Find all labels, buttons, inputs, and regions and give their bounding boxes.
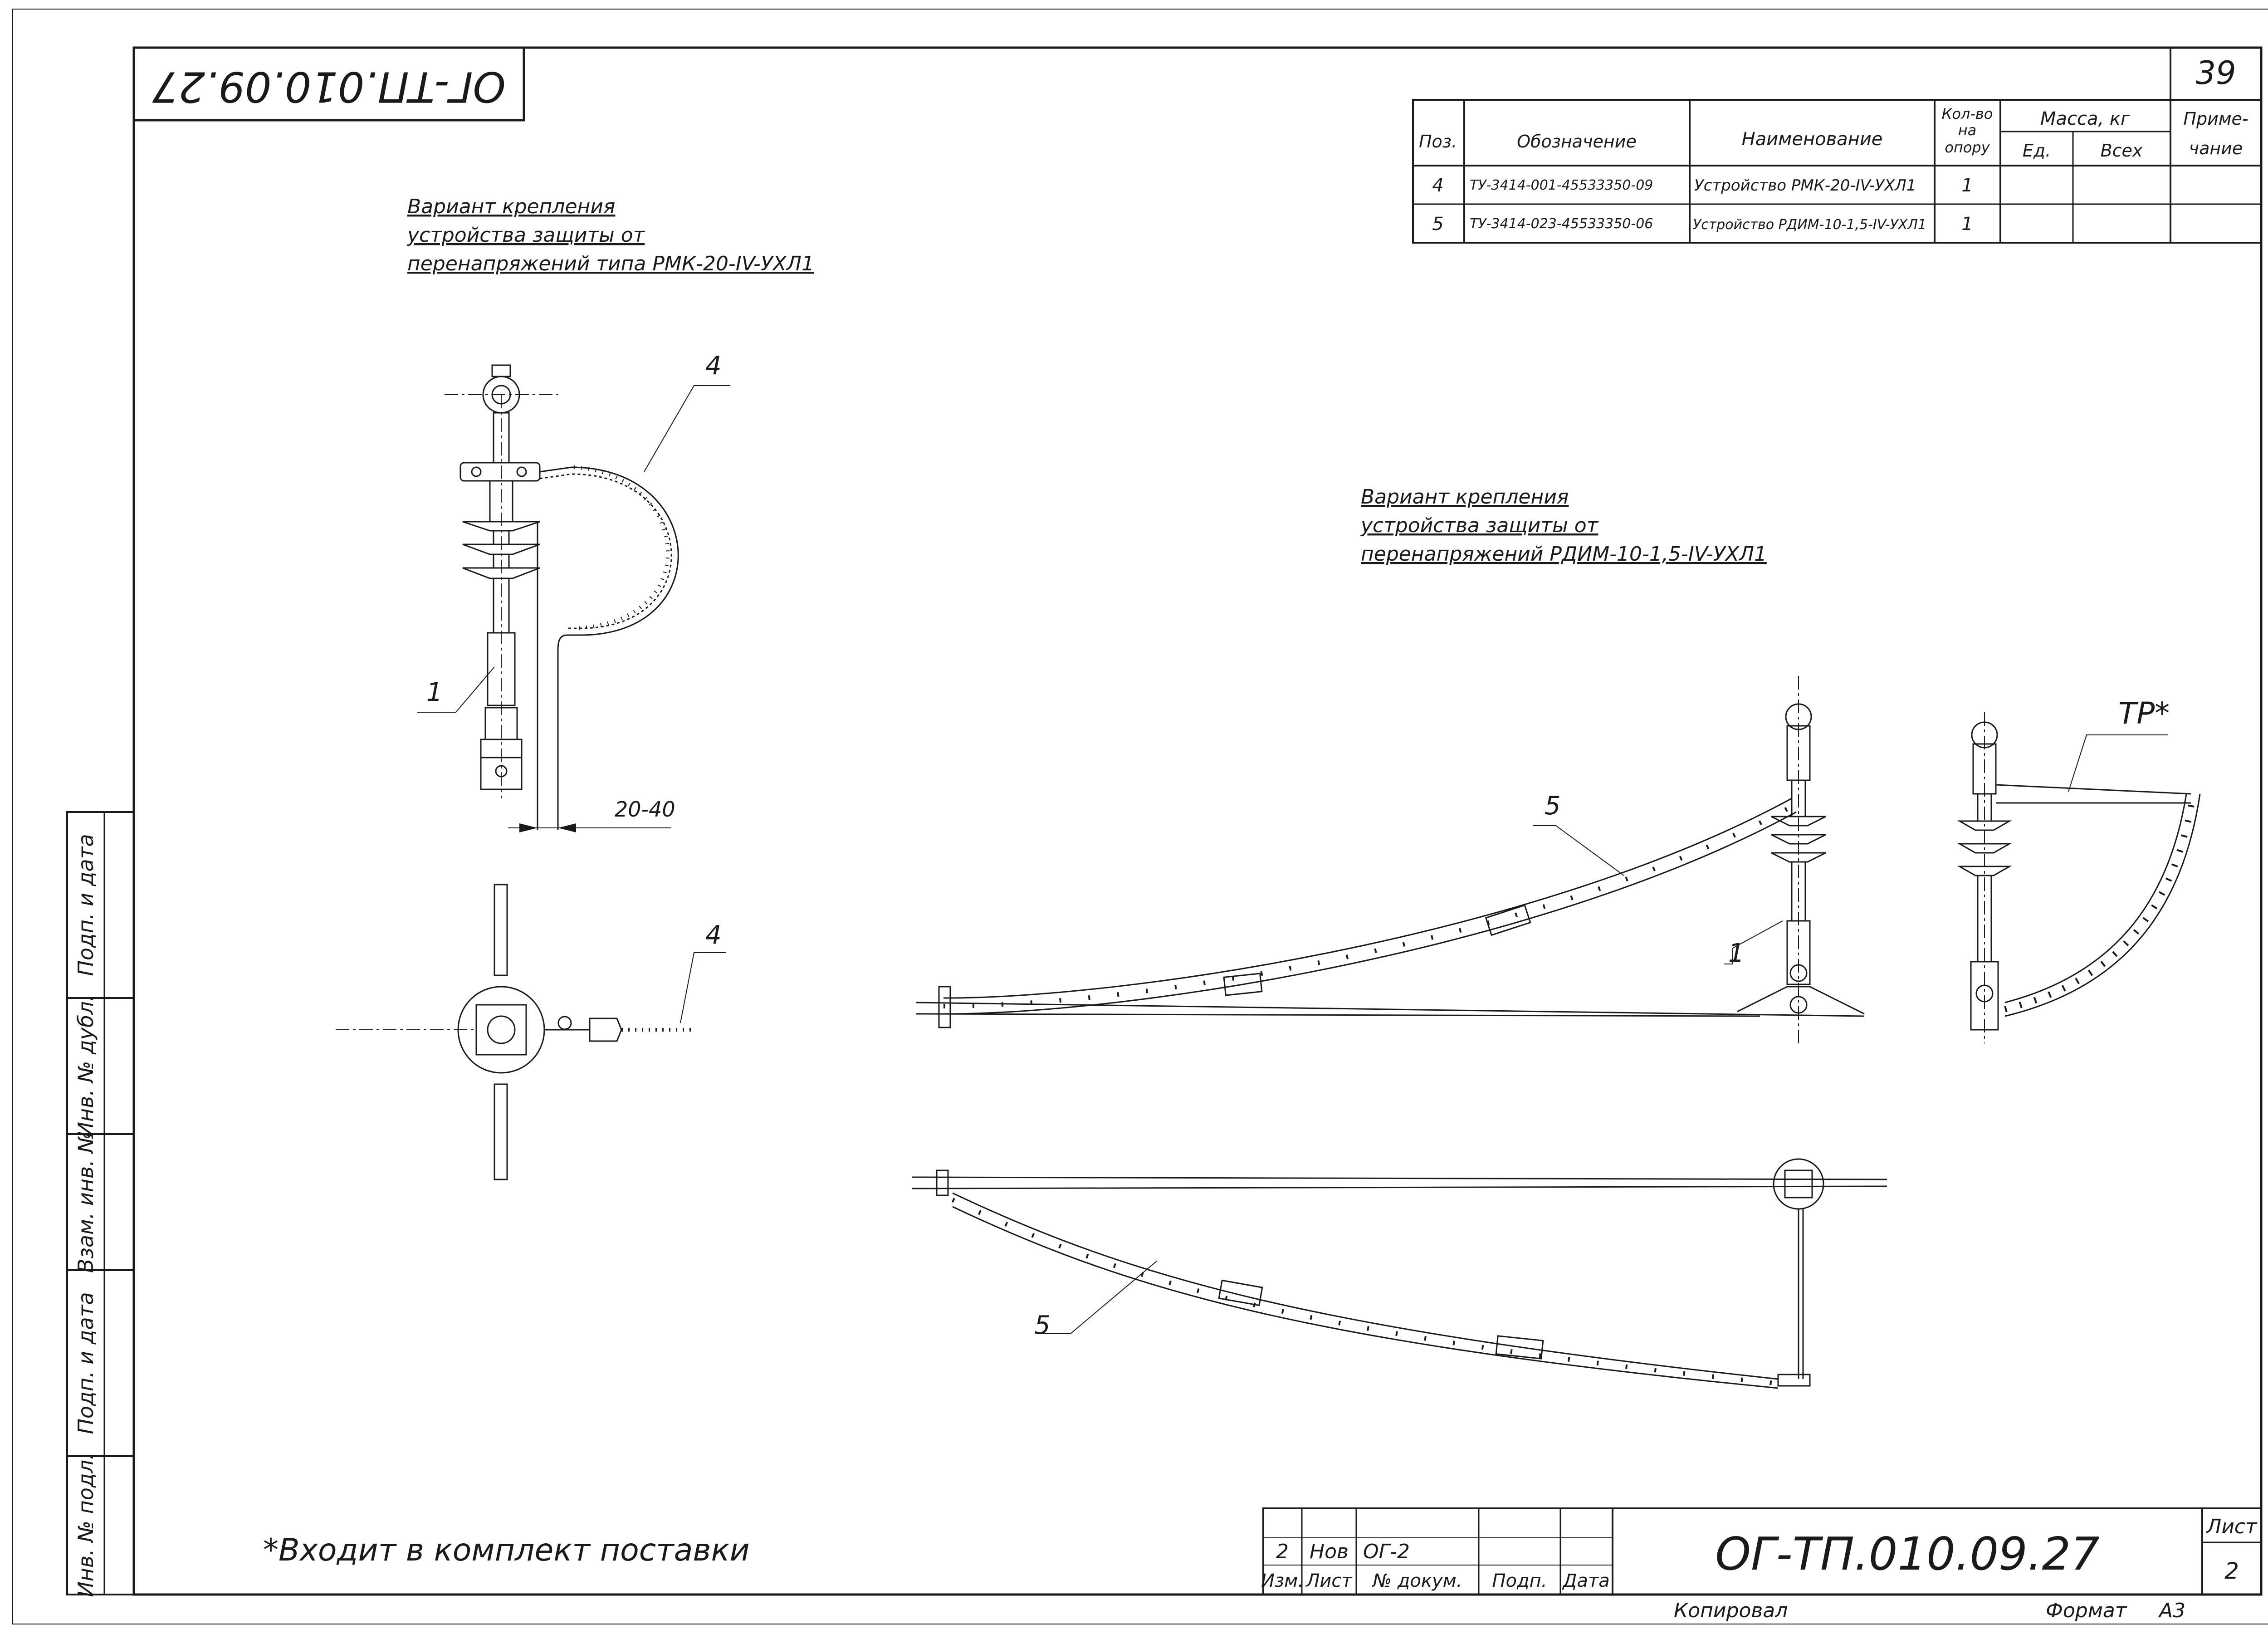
spec-header-qty-1: Кол-во: [1941, 105, 1993, 122]
title-sheet-number: 2: [2224, 1558, 2239, 1584]
left-strip-1: Подп. и дата: [73, 834, 98, 976]
copied-label: Копировал: [1674, 1599, 1788, 1622]
title-header-izm: Изм.: [1261, 1570, 1304, 1591]
spec-header-qty-3: опору: [1945, 139, 1990, 156]
caption-rmk-line-1: Вариант крепления: [407, 195, 616, 218]
spec-header-qty-2: на: [1958, 122, 1977, 139]
spec-header-mass-unit: Ед.: [2022, 141, 2051, 161]
title-header-sign: Подп.: [1492, 1570, 1547, 1591]
drawing-rmk-front: [445, 365, 678, 830]
spec-header-mass: Масса, кг: [2040, 108, 2131, 129]
drawing-tp-side: [1960, 712, 2200, 1043]
caption-variant-rdim: [1360, 485, 1767, 566]
format-label: Формат: [2046, 1599, 2127, 1622]
caption-rmk-line-3: перенапряжений типа РМК-20-IV-УХЛ1: [407, 252, 814, 275]
label-tp: ТР*: [2118, 696, 2170, 731]
drawing-rdim-plan: [912, 1159, 1887, 1388]
title-sheet-label: Лист: [2206, 1515, 2257, 1538]
spec-row-2-name: Устройство РДИМ-10-1,5-IV-УХЛ1: [1693, 217, 1926, 233]
label-pos-4-top: 4: [705, 351, 722, 381]
spec-header-name: Наименование: [1741, 129, 1883, 150]
caption-rdim-line-2: устройства защиты от: [1361, 514, 1598, 537]
label-pos-4-bottom: 4: [705, 920, 722, 950]
label-pos-1-left: 1: [426, 678, 443, 707]
leaders-drawing-4: [2068, 696, 2170, 792]
leaders-drawing-2: [680, 920, 726, 1023]
caption-rmk-line-2: устройства защиты от: [407, 224, 645, 247]
drawing-rdim-elevation: [916, 676, 1864, 1043]
title-list-value: Нов: [1310, 1540, 1349, 1563]
spec-row-1-designation: ТУ-3414-001-45533350-09: [1470, 177, 1653, 193]
spec-row-1-name: Устройство РМК-20-IV-УХЛ1: [1694, 176, 1916, 195]
left-strip-5: Инв. № подл.: [73, 1453, 98, 1597]
label-dimension: 20-40: [615, 797, 675, 822]
spec-row-1-pos: 4: [1432, 175, 1444, 196]
title-designation: ОГ-ТП.010.09.27: [1715, 1527, 2100, 1580]
rotated-designation-box: [134, 48, 524, 120]
label-pos-5-bottom: 5: [1034, 1311, 1051, 1340]
left-strip-4: Подп. и дата: [73, 1292, 98, 1434]
title-header-doc: № докум.: [1373, 1570, 1462, 1591]
rotated-designation: ОГ-ТП.010.09.27: [152, 62, 506, 111]
spec-row-2-designation: ТУ-3414-023-45533350-06: [1470, 216, 1653, 232]
spec-row-2-qty: 1: [1961, 214, 1973, 235]
top-sheet-number: 39: [2195, 54, 2236, 92]
title-header-date: Дата: [1563, 1570, 1610, 1591]
spec-header-pos: Поз.: [1418, 132, 1457, 152]
spec-row-1-qty: 1: [1961, 175, 1973, 196]
spec-header-note-2: чание: [2189, 138, 2243, 158]
leaders-drawing-3: [1533, 791, 1783, 968]
spec-header-note-1: Приме-: [2183, 109, 2248, 129]
title-block: [1261, 1508, 2261, 1595]
spec-header-mass-total: Всех: [2100, 141, 2143, 161]
label-pos-1-mid: 1: [1728, 939, 1745, 968]
caption-rdim-line-3: перенапряжений РДИМ-10-1,5-IV-УХЛ1: [1361, 543, 1767, 566]
title-doc-value: ОГ-2: [1363, 1540, 1410, 1563]
caption-rdim-line-1: Вариант крепления: [1361, 485, 1569, 509]
left-strip-3: Взам. инв. №: [73, 1131, 98, 1273]
drawing-rmk-plan: [336, 885, 694, 1179]
spec-table: [1413, 100, 2261, 243]
format-value: А3: [2159, 1599, 2186, 1622]
spec-header-designation: Обозначение: [1517, 132, 1637, 152]
left-strip-2: Инв. № дубл.: [73, 994, 98, 1138]
left-strip: [67, 812, 134, 1597]
label-pos-5-mid: 5: [1545, 791, 1561, 821]
spec-row-2-pos: 5: [1432, 214, 1444, 235]
title-header-list: Лист: [1306, 1570, 1352, 1591]
footnote: *Входит в комплект поставки: [263, 1532, 750, 1568]
top-sheet-number-box: [2170, 48, 2236, 100]
caption-variant-rmk: [406, 195, 814, 275]
leaders-drawing-1: [417, 351, 730, 832]
leaders-drawing-5: [1034, 1261, 1157, 1340]
sheet-frame: [13, 9, 2268, 1624]
title-izm-value: 2: [1276, 1540, 1289, 1563]
